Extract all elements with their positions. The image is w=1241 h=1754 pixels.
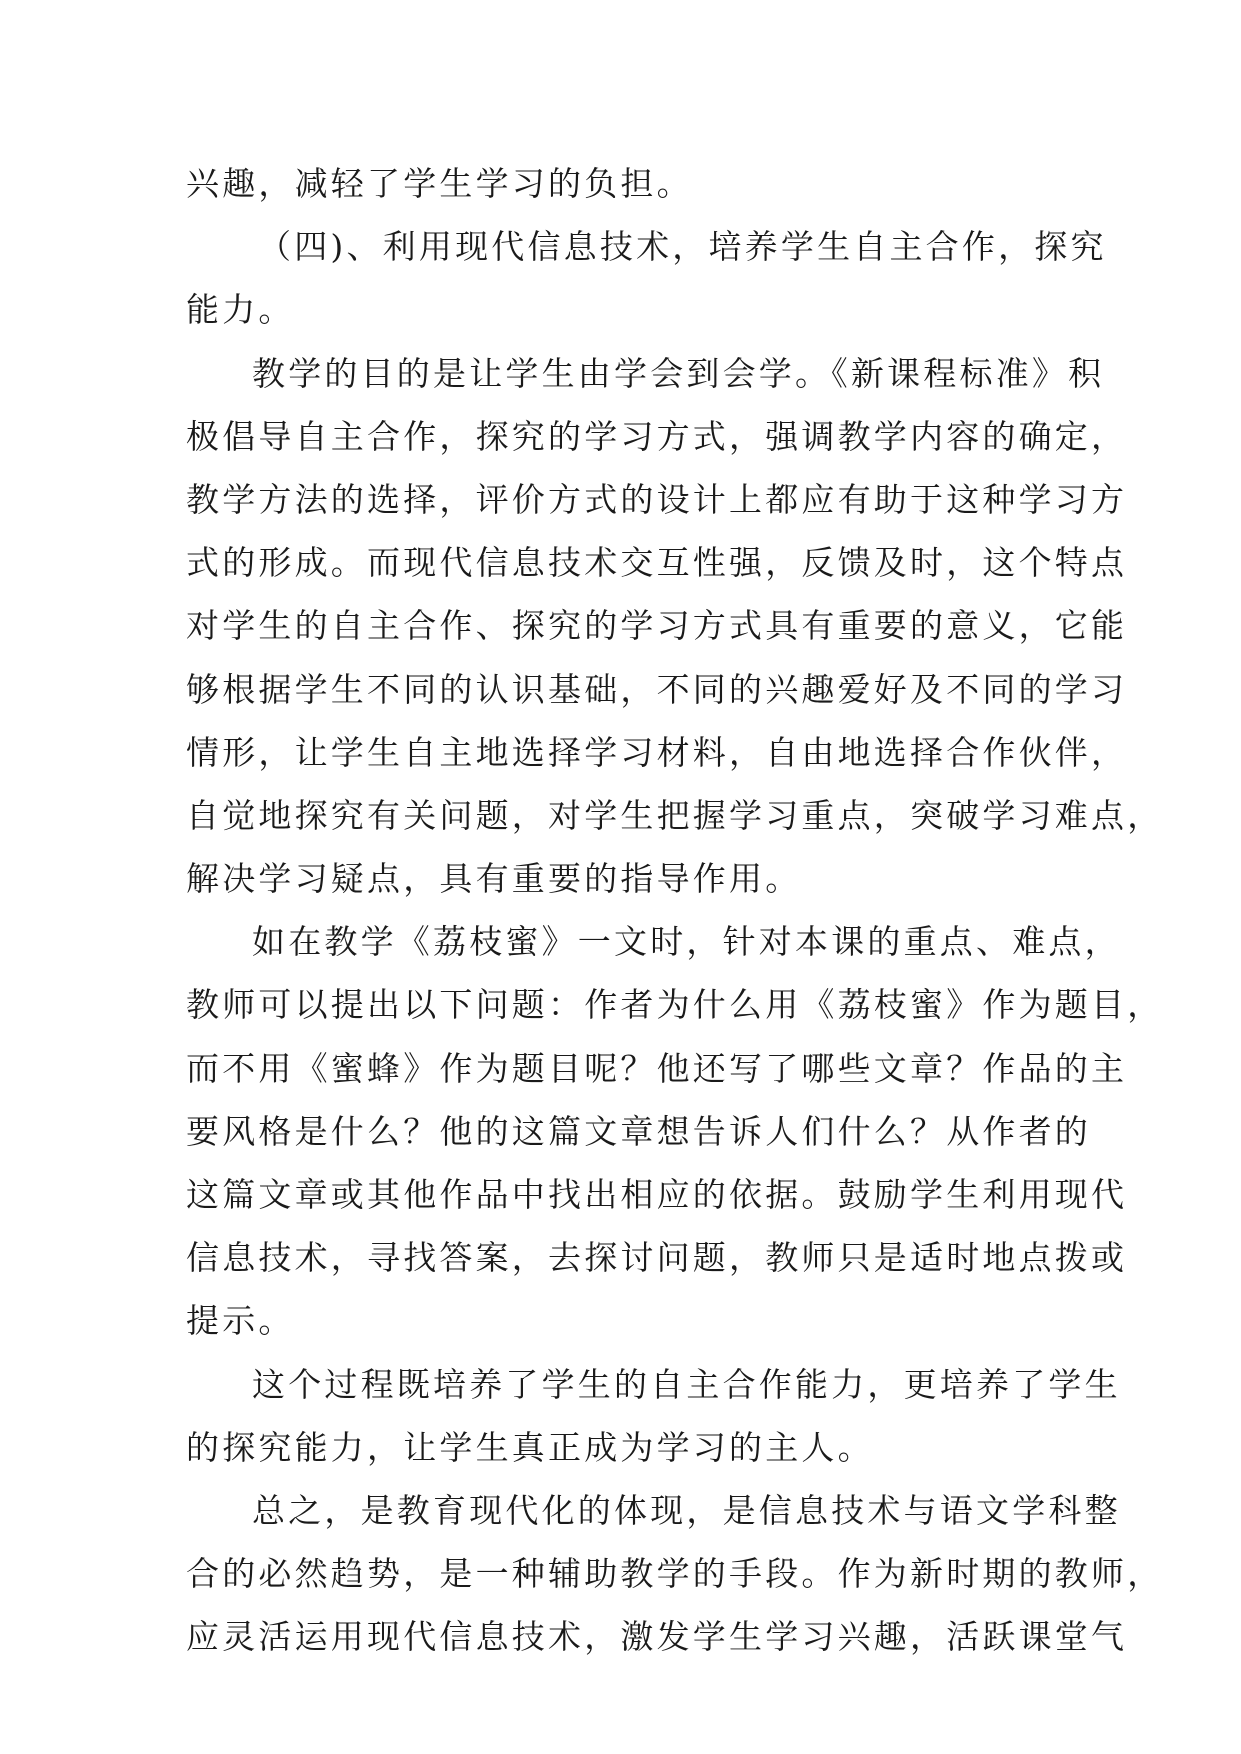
text-line: 教学的目的是让学生由学会到会学。《新课程标准》积 [252,353,1105,393]
text-line: 的探究能力，让学生真正成为学习的主人。 [186,1427,874,1467]
text-line: 应灵活运用现代信息技术，激发学生学习兴趣，活跃课堂气 [186,1617,1128,1657]
text-line: 如在教学《荔枝蜜》一文时，针对本课的重点、难点， [252,922,1121,962]
text-line: 够根据学生不同的认识基础，不同的兴趣爱好及不同的学习 [186,669,1128,709]
text-line: 解决学习疑点，具有重要的指导作用。 [186,859,802,899]
text-line: 能力。 [186,290,295,330]
text-line: 自觉地探究有关问题，对学生把握学习重点，突破学习难点， [186,795,1164,835]
paragraph-continuation [186,152,1056,215]
text-line: 极倡导自主合作，探究的学习方式，强调教学内容的确定， [186,416,1128,456]
paragraph-example [186,910,1164,1352]
section-heading [186,215,1107,341]
text-line: 教师可以提出以下问题：作者为什么用《荔枝蜜》作为题目， [186,985,1164,1025]
text-line: 这个过程既培养了学生的自主合作能力，更培养了学生 [252,1364,1121,1404]
text-line: 总之，是教育现代化的体现，是信息技术与语文学科整 [252,1490,1121,1530]
text-line: 兴趣，减轻了学生学习的负担。 [186,164,693,203]
paragraph-teaching-purpose [186,342,1164,911]
text-line: 这篇文章或其他作品中找出相应的依据。鼓励学生利用现代 [186,1175,1128,1214]
text-line: （四)、利用现代信息技术，培养学生自主合作，探究 [258,227,1107,267]
paragraph-process [186,1353,1121,1479]
text-line: 提示。 [186,1301,295,1341]
text-line: 情形，让学生自主地选择学习材料，自由地选择合作伙伴， [186,732,1128,772]
text-line: 要风格是什么？他的这篇文章想告诉人们什么？从作者的 [186,1111,1091,1151]
text-line: 式的形成。而现代信息技术交互性强，反馈及时，这个特点 [186,543,1128,583]
paragraph-conclusion [186,1479,1164,1669]
text-line: 教学方法的选择，评价方式的设计上都应有助于这种学习方 [186,479,1128,519]
text-line: 信息技术，寻找答案，去探讨问题，教师只是适时地点拨或 [186,1238,1128,1278]
text-line: 对学生的自主合作、探究的学习方式具有重要的意义，它能 [186,606,1128,646]
body-text [186,152,1164,1669]
text-line: 合的必然趋势，是一种辅助教学的手段。作为新时期的教师， [186,1554,1164,1594]
text-line: 而不用《蜜蜂》作为题目呢？他还写了哪些文章？作品的主 [186,1048,1128,1088]
